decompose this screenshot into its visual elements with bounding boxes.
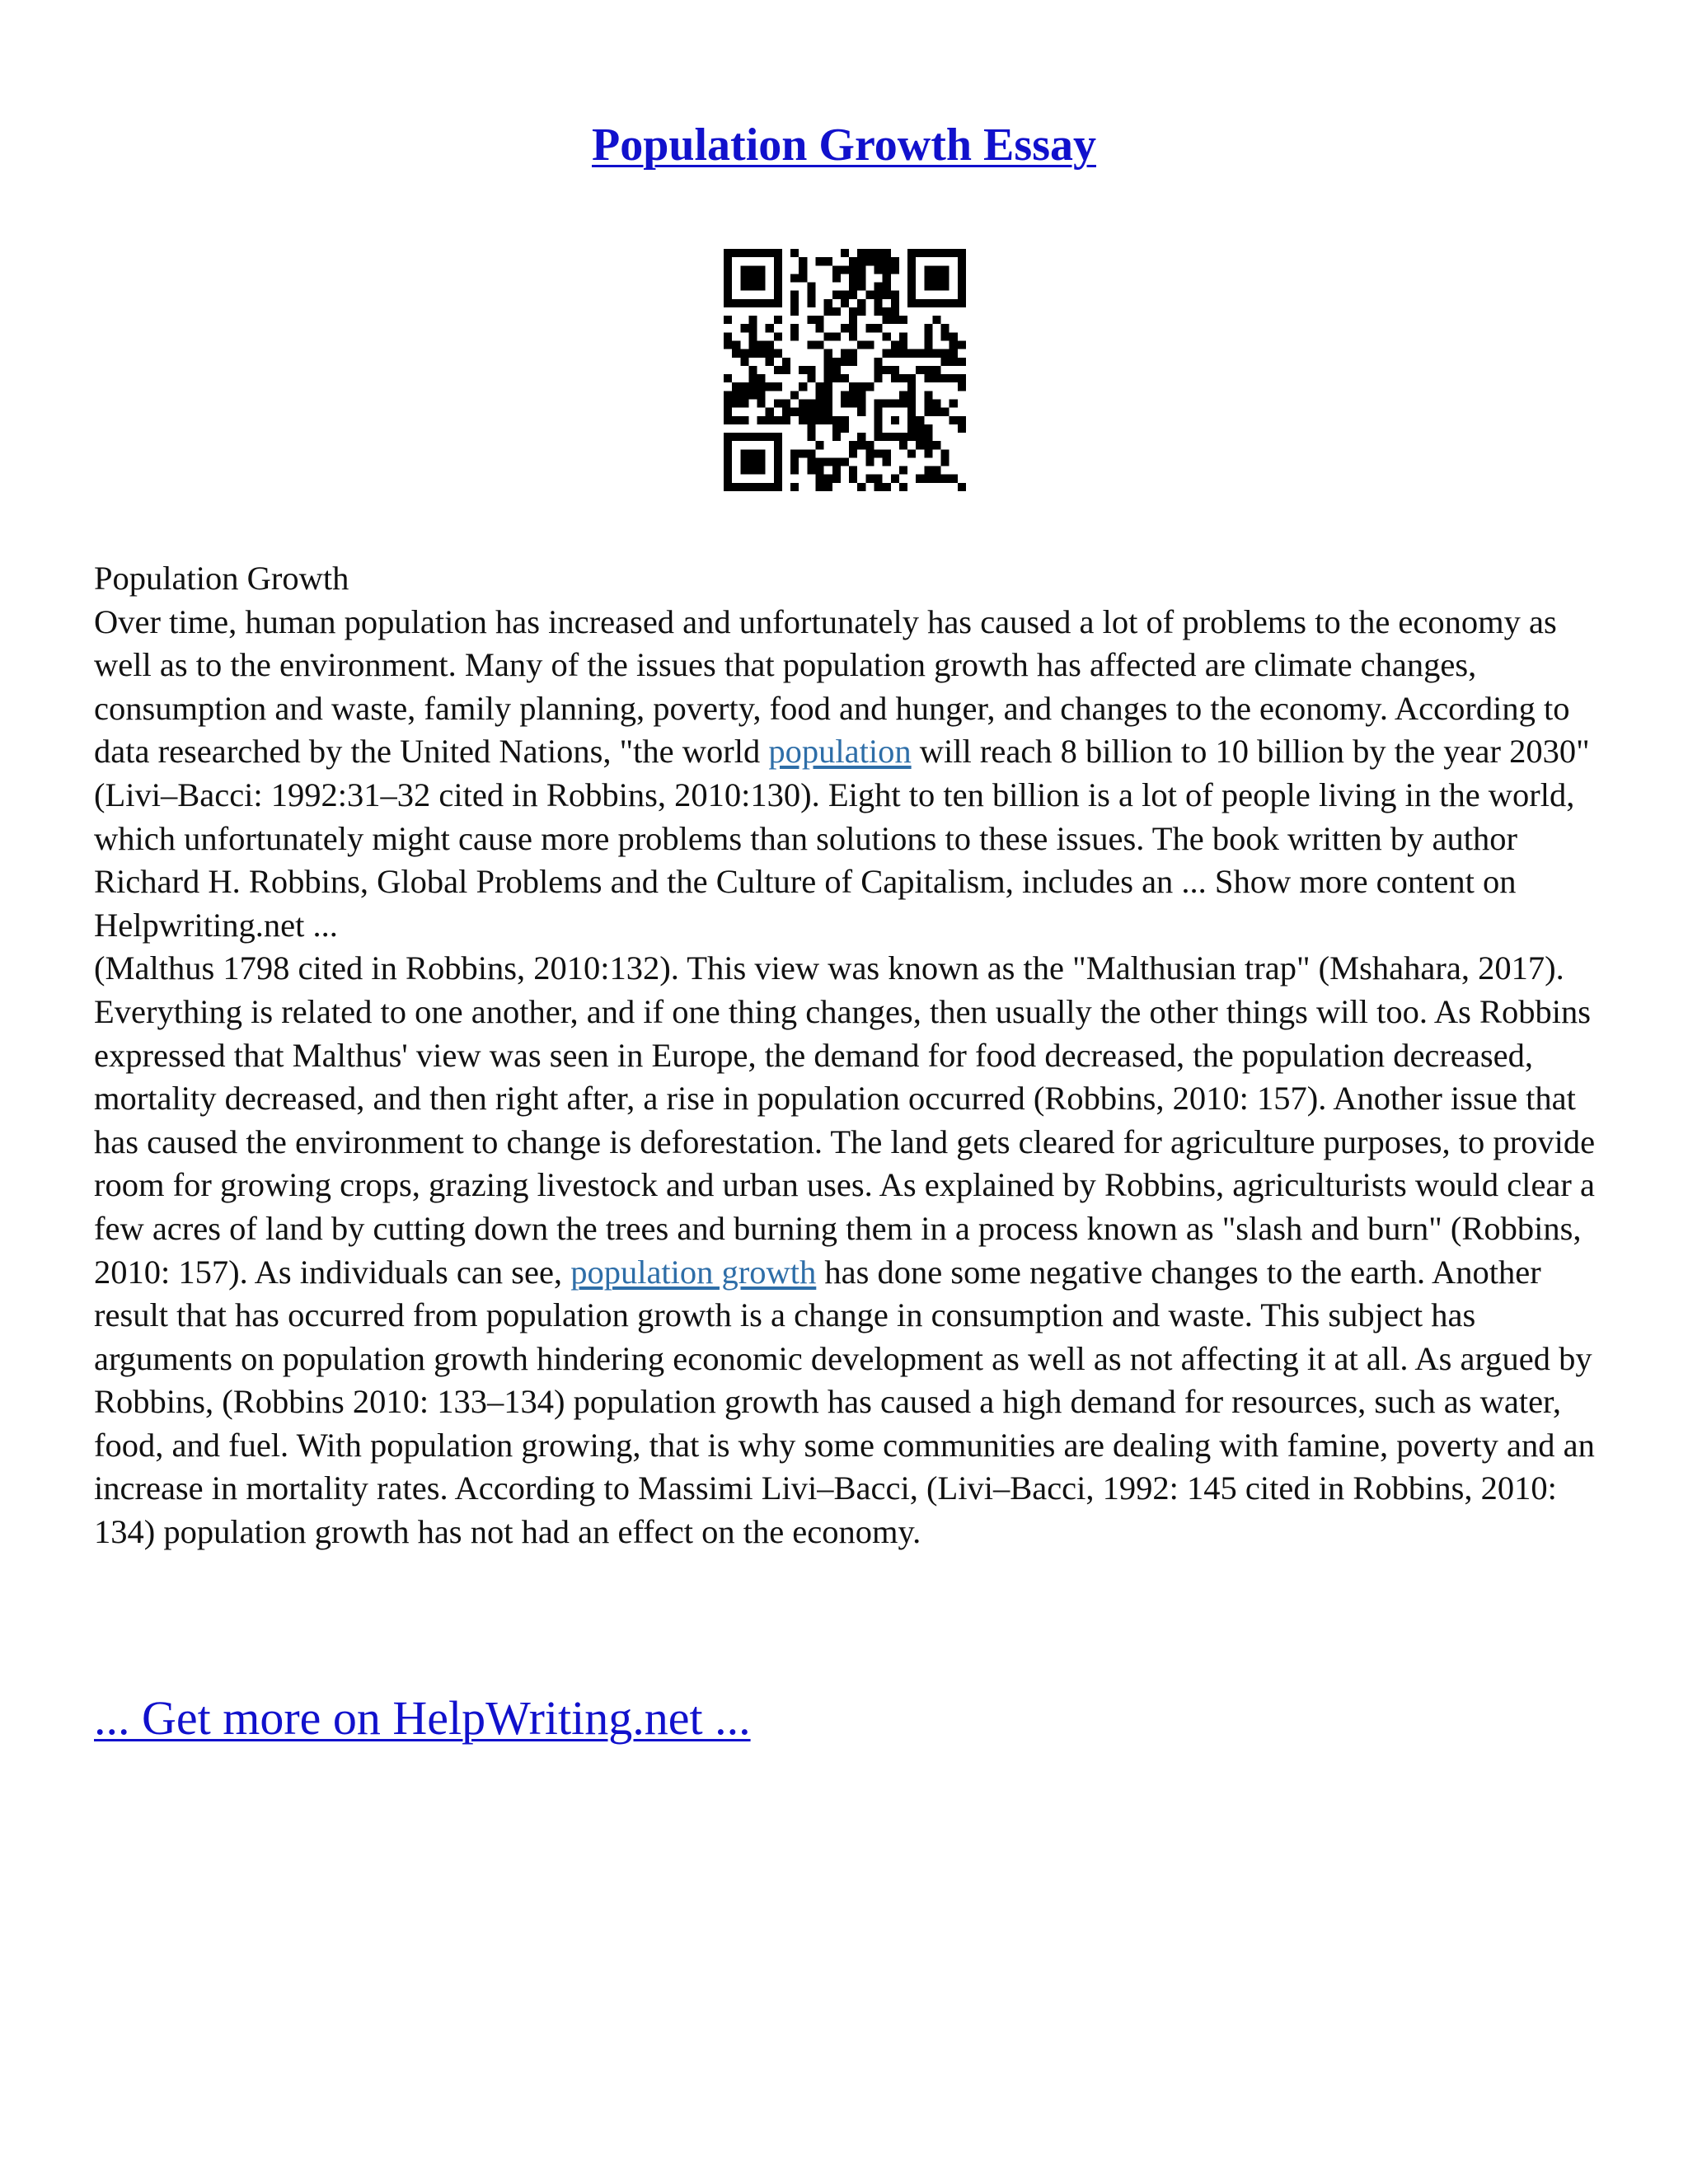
article-paragraph-2	[94, 947, 1602, 1554]
paragraph-1-text-a: Over time, human population has increased and unfortunately has caused a lot of problems to the economy as well as to the environment. Many of the issues that population growth has affected are climate changes, consumption and waste, family planning, poverty, food and hunger, and changes to the economy. According to data researched by the United Nations, "the world	[94, 602, 1570, 771]
paragraph-2-text-a: (Malthus 1798 cited in Robbins, 2010:132). This view was known as the "Malthusian trap" (Mshahara, 2017). Everything is related to one another, and if one thing changes, then usually the other things will too. As Robbins expressed that Malthus' view was seen in Europe, the demand for food decreased, the population decreased, mortality decreased, and then right after, a rise in population occurred (Robbins, 2010: 157). Another issue that has caused the environment to change is deforestation. The land gets cleared for agriculture purposes, to provide room for growing crops, grazing livestock and urban uses. As explained by Robbins, agriculturists would clear a few acres of land by cutting down the trees and burning them in a process known as "slash and burn" (Robbins, 2010: 157). As individuals can see,	[94, 949, 1596, 1291]
page-title	[0, 114, 1688, 176]
population-link[interactable]: population	[768, 733, 912, 771]
paragraph-1-text-b: will reach 8 billion to 10 billion by the year 2030" (Livi–Bacci: 1992:31–32 cited in Robbins, 2010:130). Eight to ten billion is a lot of people living in the world, which unfortunately might cause more problems than solutions to these issues. The book written by author Richard H. Robbins, Global Problems and the Culture of Capitalism, includes an ... Show more content on Helpwriting.net ...	[94, 733, 1590, 944]
population-growth-link[interactable]: population growth	[570, 1253, 817, 1291]
article-paragraph-1	[94, 601, 1602, 948]
paragraph-2-text-b: has done some negative changes to the earth. Another result that has occurred from population growth is a change in consumption and waste. This subject has arguments on population growth hindering economic development as well as not affecting it at all. As argued by Robbins, (Robbins 2010: 133–134) population growth has caused a high demand for resources, such as water, food, and fuel. With population growing, that is why some communities are dealing with famine, poverty and an increase in mortality rates. According to Massimi Livi–Bacci, (Livi–Bacci, 1992: 145 cited in Robbins, 2010: 134) population growth has not had an effect on the economy.	[94, 1253, 1595, 1551]
title-link[interactable]: Population Growth Essay	[592, 120, 1096, 171]
article-heading: Population Growth	[94, 560, 349, 597]
get-more-link[interactable]: ... Get more on HelpWriting.net ...	[94, 1691, 751, 1745]
qr-code-icon	[724, 249, 966, 491]
article-body	[94, 557, 1602, 1554]
